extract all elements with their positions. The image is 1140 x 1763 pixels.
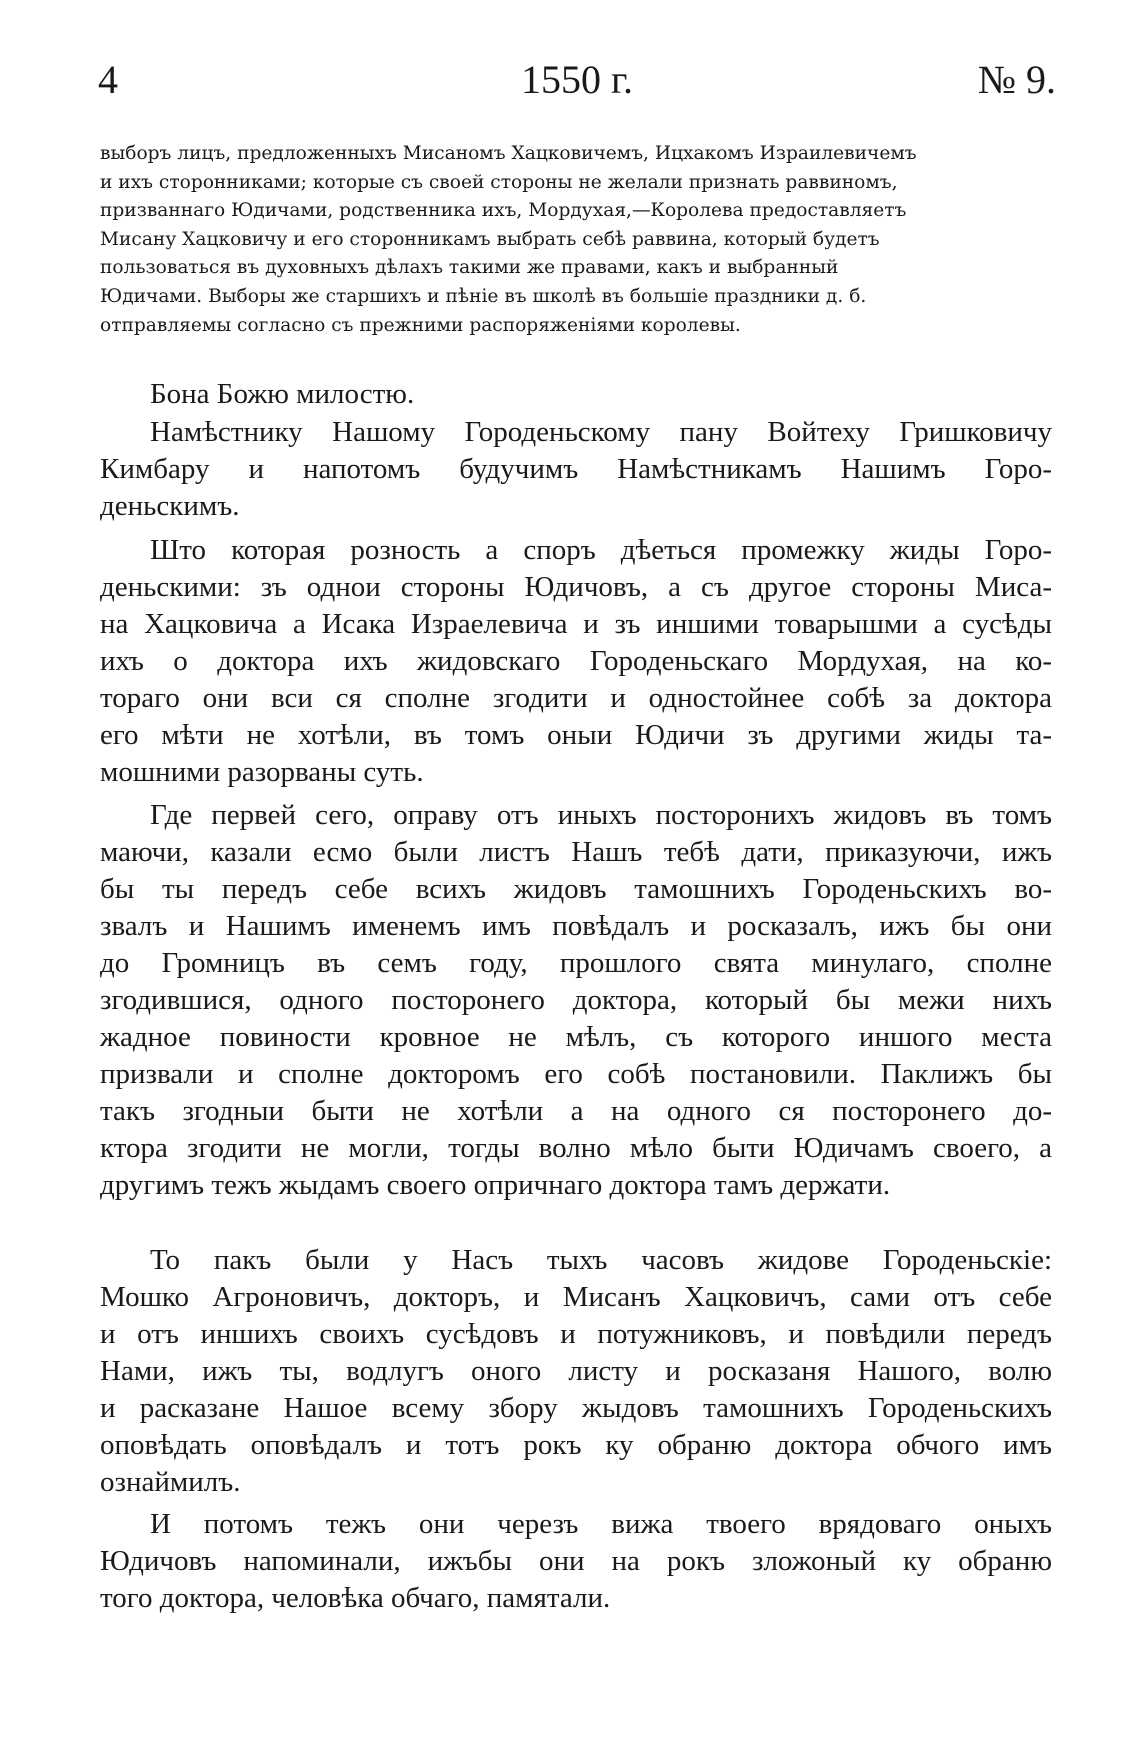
summary-line: Юдичами. Выборы же старшихъ и пѣніе въ школѣ въ большіе праздники д. б. xyxy=(100,285,867,307)
summary-line: пользоваться въ духовныхъ дѣлахъ такими же правами, какъ и выбранный xyxy=(100,257,839,279)
paragraph-line: оповѣдать оповѣдалъ и тотъ рокъ ку обраню доктора обчого имъ xyxy=(100,1429,1052,1461)
summary-line: и ихъ сторонниками; которые съ своей стороны не желали признать раввиномъ, xyxy=(100,171,898,193)
paragraph-line: згодившися, одного посторонего доктора, который бы межи нихъ xyxy=(100,984,1052,1016)
summary-line: Мисану Хацковичу и его сторонникамъ выбрать себѣ раввина, который будетъ xyxy=(100,228,880,250)
paragraph-line: звалъ и Нашимъ именемъ имъ повѣдалъ и росказалъ, ижъ бы они xyxy=(100,910,1052,942)
summary-line: призваннаго Юдичами, родственника ихъ, Мордухая,—Королева предоставляетъ xyxy=(100,200,907,222)
paragraph-2 xyxy=(100,797,1052,1204)
paragraph-line: Што которая розность а споръ дѣеться промежку жиды Горо- xyxy=(150,534,1052,566)
paragraph-line: такъ згодныи быти не хотѣли а на одного ся посторонего до- xyxy=(100,1095,1052,1127)
paragraph-4 xyxy=(100,1506,1052,1617)
paragraph-line: мошними разорваны суть. xyxy=(100,756,424,788)
paragraph-line: того доктора, человѣка обчаго, памятали. xyxy=(100,1582,611,1614)
paragraph-line: ознаймилъ. xyxy=(100,1466,241,1498)
paragraph-line: призвали и сполне докторомъ его собѣ постановили. Паклижъ бы xyxy=(100,1058,1052,1090)
address-line: Намѣстнику Нашому Городеньскому пану Войтеху Гришковичу xyxy=(150,416,1052,448)
paragraph-line: другимъ тежъ жыдамъ своего опричнаго доктора тамъ держати. xyxy=(100,1169,891,1201)
paragraph-line: ктора згодити не могли, тогды волно мѣло быти Юдичамъ своего, а xyxy=(100,1132,1052,1164)
salutation xyxy=(100,376,1052,413)
summary-line: отправляемы согласно съ прежними распоряженіями королевы. xyxy=(100,314,741,336)
page-number: 4 xyxy=(98,57,118,102)
paragraph-line: на Хацковича а Исака Израелевича и зъ иншими товарышми а сусѣды xyxy=(100,608,1052,640)
paragraph-line: бы ты передъ себе всихъ жидовъ тамошнихъ Городеньскихъ во- xyxy=(100,873,1052,905)
paragraph-line: ихъ о доктора ихъ жидовскаго Городеньскаго Мордухая, на ко- xyxy=(100,645,1052,677)
address-line: Кимбару и напотомъ будучимъ Намѣстникамъ Нашимъ Горо- xyxy=(100,453,1052,485)
paragraph-line: и отъ иншихъ своихъ сусѣдовъ и потужниковъ, и повѣдили передъ xyxy=(100,1318,1052,1350)
paragraph-line: маючи, казали есмо были листъ Нашъ тебѣ дати, приказуючи, ижъ xyxy=(100,836,1052,868)
document-summary xyxy=(100,140,1052,340)
address-block xyxy=(100,414,1052,525)
summary-line: выборъ лицъ, предложенныхъ Мисаномъ Хацковичемъ, Ицхакомъ Израилевичемъ xyxy=(100,143,917,164)
paragraph-line: Юдичовъ напоминали, ижъбы они на рокъ зложоный ку обраню xyxy=(100,1545,1052,1577)
paragraph-line: и расказане Нашое всему збору жыдовъ тамошнихъ Городеньскихъ xyxy=(100,1392,1052,1424)
paragraph-3 xyxy=(100,1242,1052,1501)
paragraph-line: жадное повиности кровное не мѣлъ, съ которого иншого места xyxy=(100,1021,1052,1053)
paragraph-line: Нами, ижъ ты, водлугъ оного листу и росказаня Нашого, волю xyxy=(100,1355,1052,1387)
address-line: деньскимъ. xyxy=(100,490,240,522)
paragraph-line: Мошко Агроновичъ, докторъ, и Мисанъ Хацковичъ, сами отъ себе xyxy=(100,1281,1052,1313)
paragraph-line: до Громницъ въ семъ году, прошлого свята минулаго, сполне xyxy=(100,947,1052,979)
running-head xyxy=(98,56,1056,106)
paragraph-line: И потомъ тежъ они черезъ вижа твоего врядоваго оныхъ xyxy=(150,1508,1052,1540)
paragraph-line: тораго они вси ся сполне згодити и одностойнее собѣ за доктора xyxy=(100,682,1052,714)
paragraph-1 xyxy=(100,532,1052,791)
document-number: № 9. xyxy=(977,57,1056,102)
salutation-line: Бона Божю милостю. xyxy=(150,378,415,410)
paragraph-line: Где первей сего, оправу отъ иныхъ посторонихъ жидовъ въ томъ xyxy=(150,799,1052,831)
paragraph-line: То пакъ были у Насъ тыхъ часовъ жидове Городеньскіе: xyxy=(150,1244,1052,1276)
running-head-year: 1550 г. xyxy=(521,57,633,102)
paragraph-line: его мѣти не хотѣли, въ томъ оныи Юдичи зъ другими жиды та- xyxy=(100,719,1052,751)
paragraph-line: деньскими: зъ однои стороны Юдичовъ, а съ другое стороны Миса- xyxy=(100,571,1052,603)
